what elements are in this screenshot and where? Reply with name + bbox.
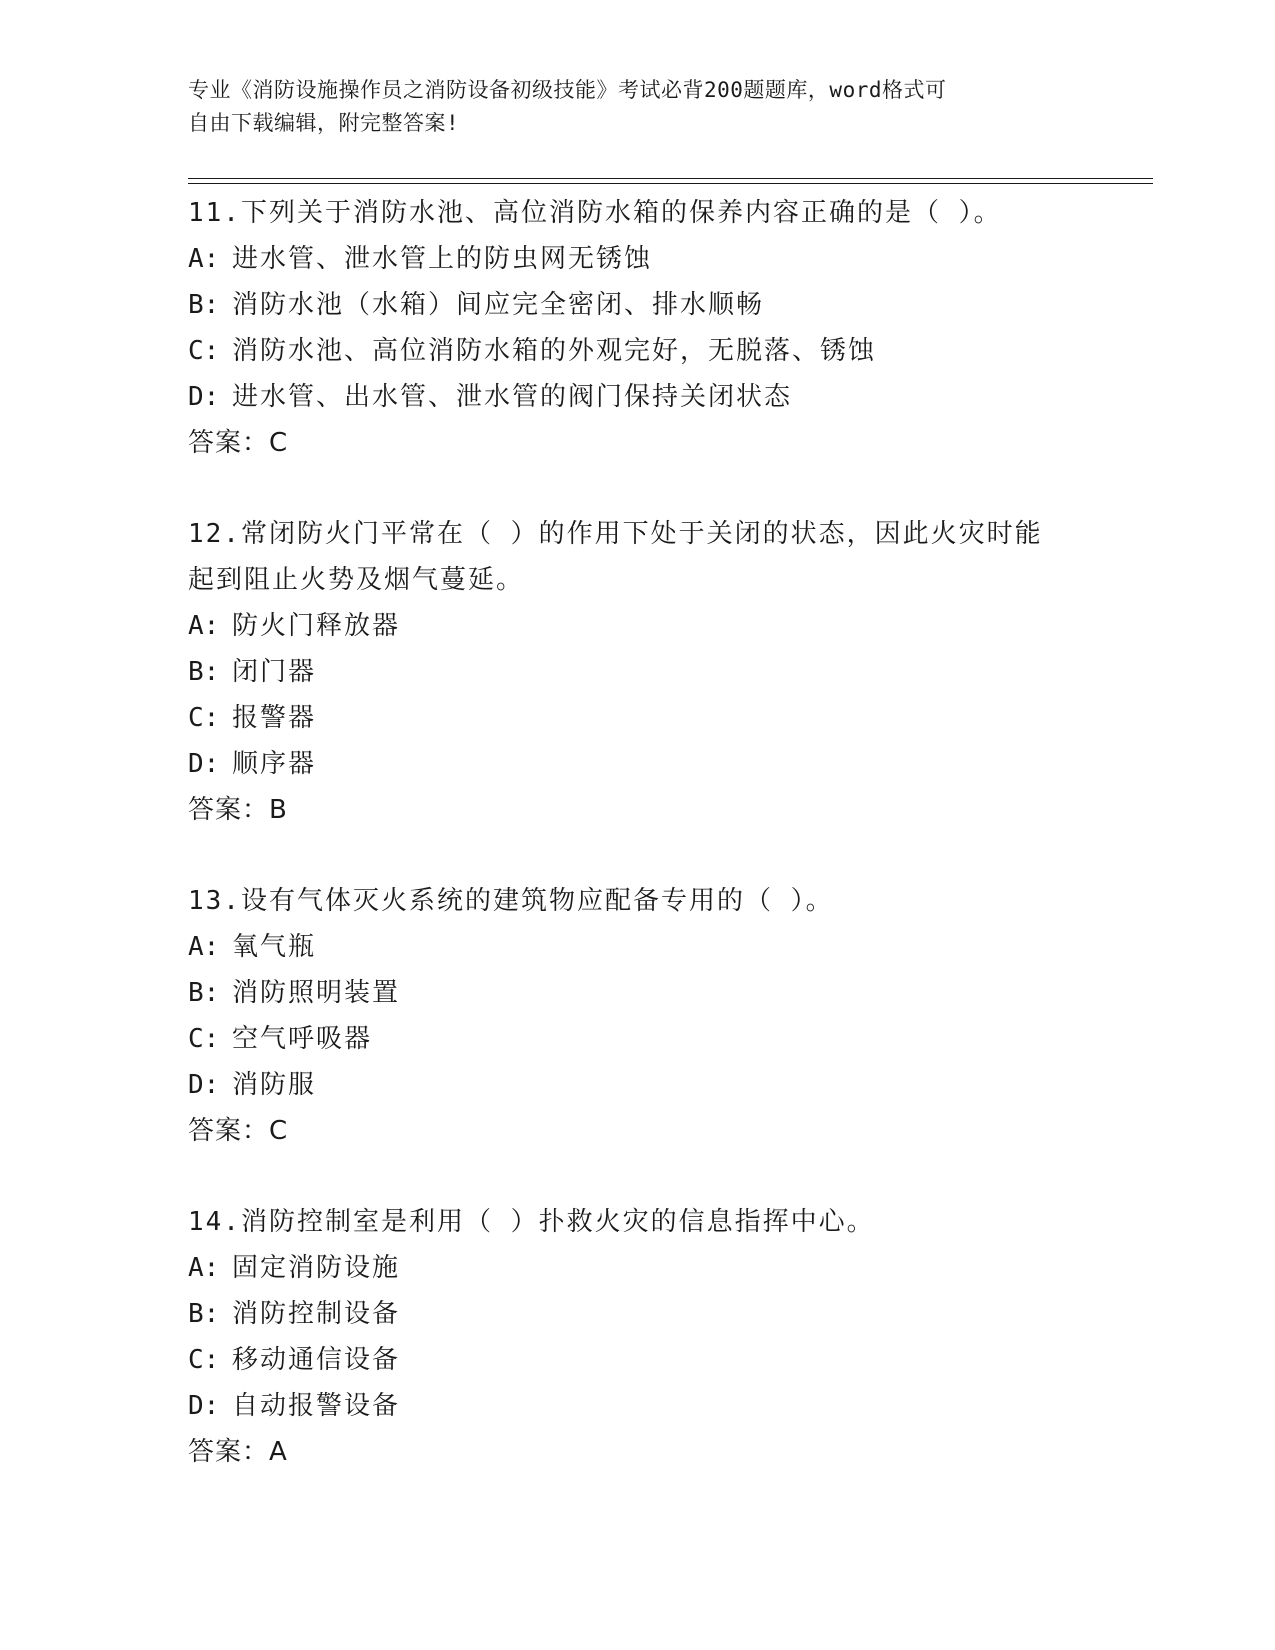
option-text: 自动报警设备	[232, 1391, 401, 1421]
option-letter: D:	[188, 1391, 220, 1421]
question-stem: 11.下列关于消防水池、高位消防水箱的保养内容正确的是（ ）。	[188, 198, 1002, 228]
answer-line: 答案：A	[188, 1437, 288, 1467]
option-letter: C:	[188, 1345, 220, 1375]
question-14	[188, 1199, 1088, 1475]
header-divider-bottom	[188, 183, 1153, 184]
option-text: 消防服	[232, 1070, 317, 1100]
option-c	[188, 328, 1088, 374]
option-text: 闭门器	[232, 657, 317, 687]
option-letter: C:	[188, 336, 220, 366]
option-b	[188, 282, 1088, 328]
header-divider-top	[188, 178, 1153, 179]
question-stem: 14.消防控制室是利用（ ）扑救火灾的信息指挥中心。	[188, 1207, 875, 1237]
option-text: 报警器	[232, 703, 317, 733]
option-a	[188, 603, 1088, 649]
option-letter: C:	[188, 1024, 220, 1054]
option-a	[188, 1245, 1088, 1291]
question-11	[188, 190, 1088, 466]
option-text: 顺序器	[232, 749, 317, 779]
option-letter: A:	[188, 932, 220, 962]
option-c	[188, 695, 1088, 741]
option-text: 防火门释放器	[232, 611, 401, 641]
option-text: 移动通信设备	[232, 1345, 401, 1375]
option-d	[188, 741, 1088, 787]
option-d	[188, 1383, 1088, 1429]
question-12	[188, 511, 1088, 833]
option-a	[188, 236, 1088, 282]
option-letter: D:	[188, 382, 220, 412]
option-letter: C:	[188, 703, 220, 733]
option-b	[188, 649, 1088, 695]
option-text: 氧气瓶	[232, 932, 317, 962]
answer-line: 答案：B	[188, 795, 288, 825]
option-text: 固定消防设施	[232, 1253, 401, 1283]
document-header	[188, 74, 1088, 140]
option-text: 消防控制设备	[232, 1299, 401, 1329]
option-letter: A:	[188, 611, 220, 641]
option-letter: A:	[188, 1253, 220, 1283]
option-d	[188, 374, 1088, 420]
option-letter: B:	[188, 657, 220, 687]
answer-line: 答案：C	[188, 1116, 289, 1146]
question-stem: 13.设有气体灭火系统的建筑物应配备专用的（ ）。	[188, 886, 834, 916]
option-c	[188, 1016, 1088, 1062]
option-c	[188, 1337, 1088, 1383]
option-text: 消防照明装置	[232, 978, 401, 1008]
option-text: 进水管、出水管、泄水管的阀门保持关闭状态	[232, 382, 793, 412]
header-line-1: 专业《消防设施操作员之消防设备初级技能》考试必背200题题库，word格式可	[188, 78, 947, 102]
option-letter: D:	[188, 749, 220, 779]
question-stem-continued: 起到阻止火势及烟气蔓延。	[188, 565, 525, 595]
option-text: 消防水池、高位消防水箱的外观完好，无脱落、锈蚀	[232, 336, 877, 366]
question-list	[188, 190, 1088, 1475]
option-d	[188, 1062, 1088, 1108]
option-letter: B:	[188, 290, 220, 320]
option-a	[188, 924, 1088, 970]
question-stem: 12.常闭防火门平常在（ ）的作用下处于关闭的状态，因此火灾时能	[188, 519, 1043, 549]
option-text: 空气呼吸器	[232, 1024, 373, 1054]
option-text: 消防水池（水箱）间应完全密闭、排水顺畅	[232, 290, 765, 320]
option-letter: A:	[188, 244, 220, 274]
option-letter: B:	[188, 1299, 220, 1329]
option-b	[188, 970, 1088, 1016]
question-13	[188, 878, 1088, 1154]
option-text: 进水管、泄水管上的防虫网无锈蚀	[232, 244, 653, 274]
option-b	[188, 1291, 1088, 1337]
answer-line: 答案：C	[188, 428, 289, 458]
option-letter: B:	[188, 978, 220, 1008]
header-line-2: 自由下载编辑，附完整答案!	[188, 111, 460, 135]
option-letter: D:	[188, 1070, 220, 1100]
